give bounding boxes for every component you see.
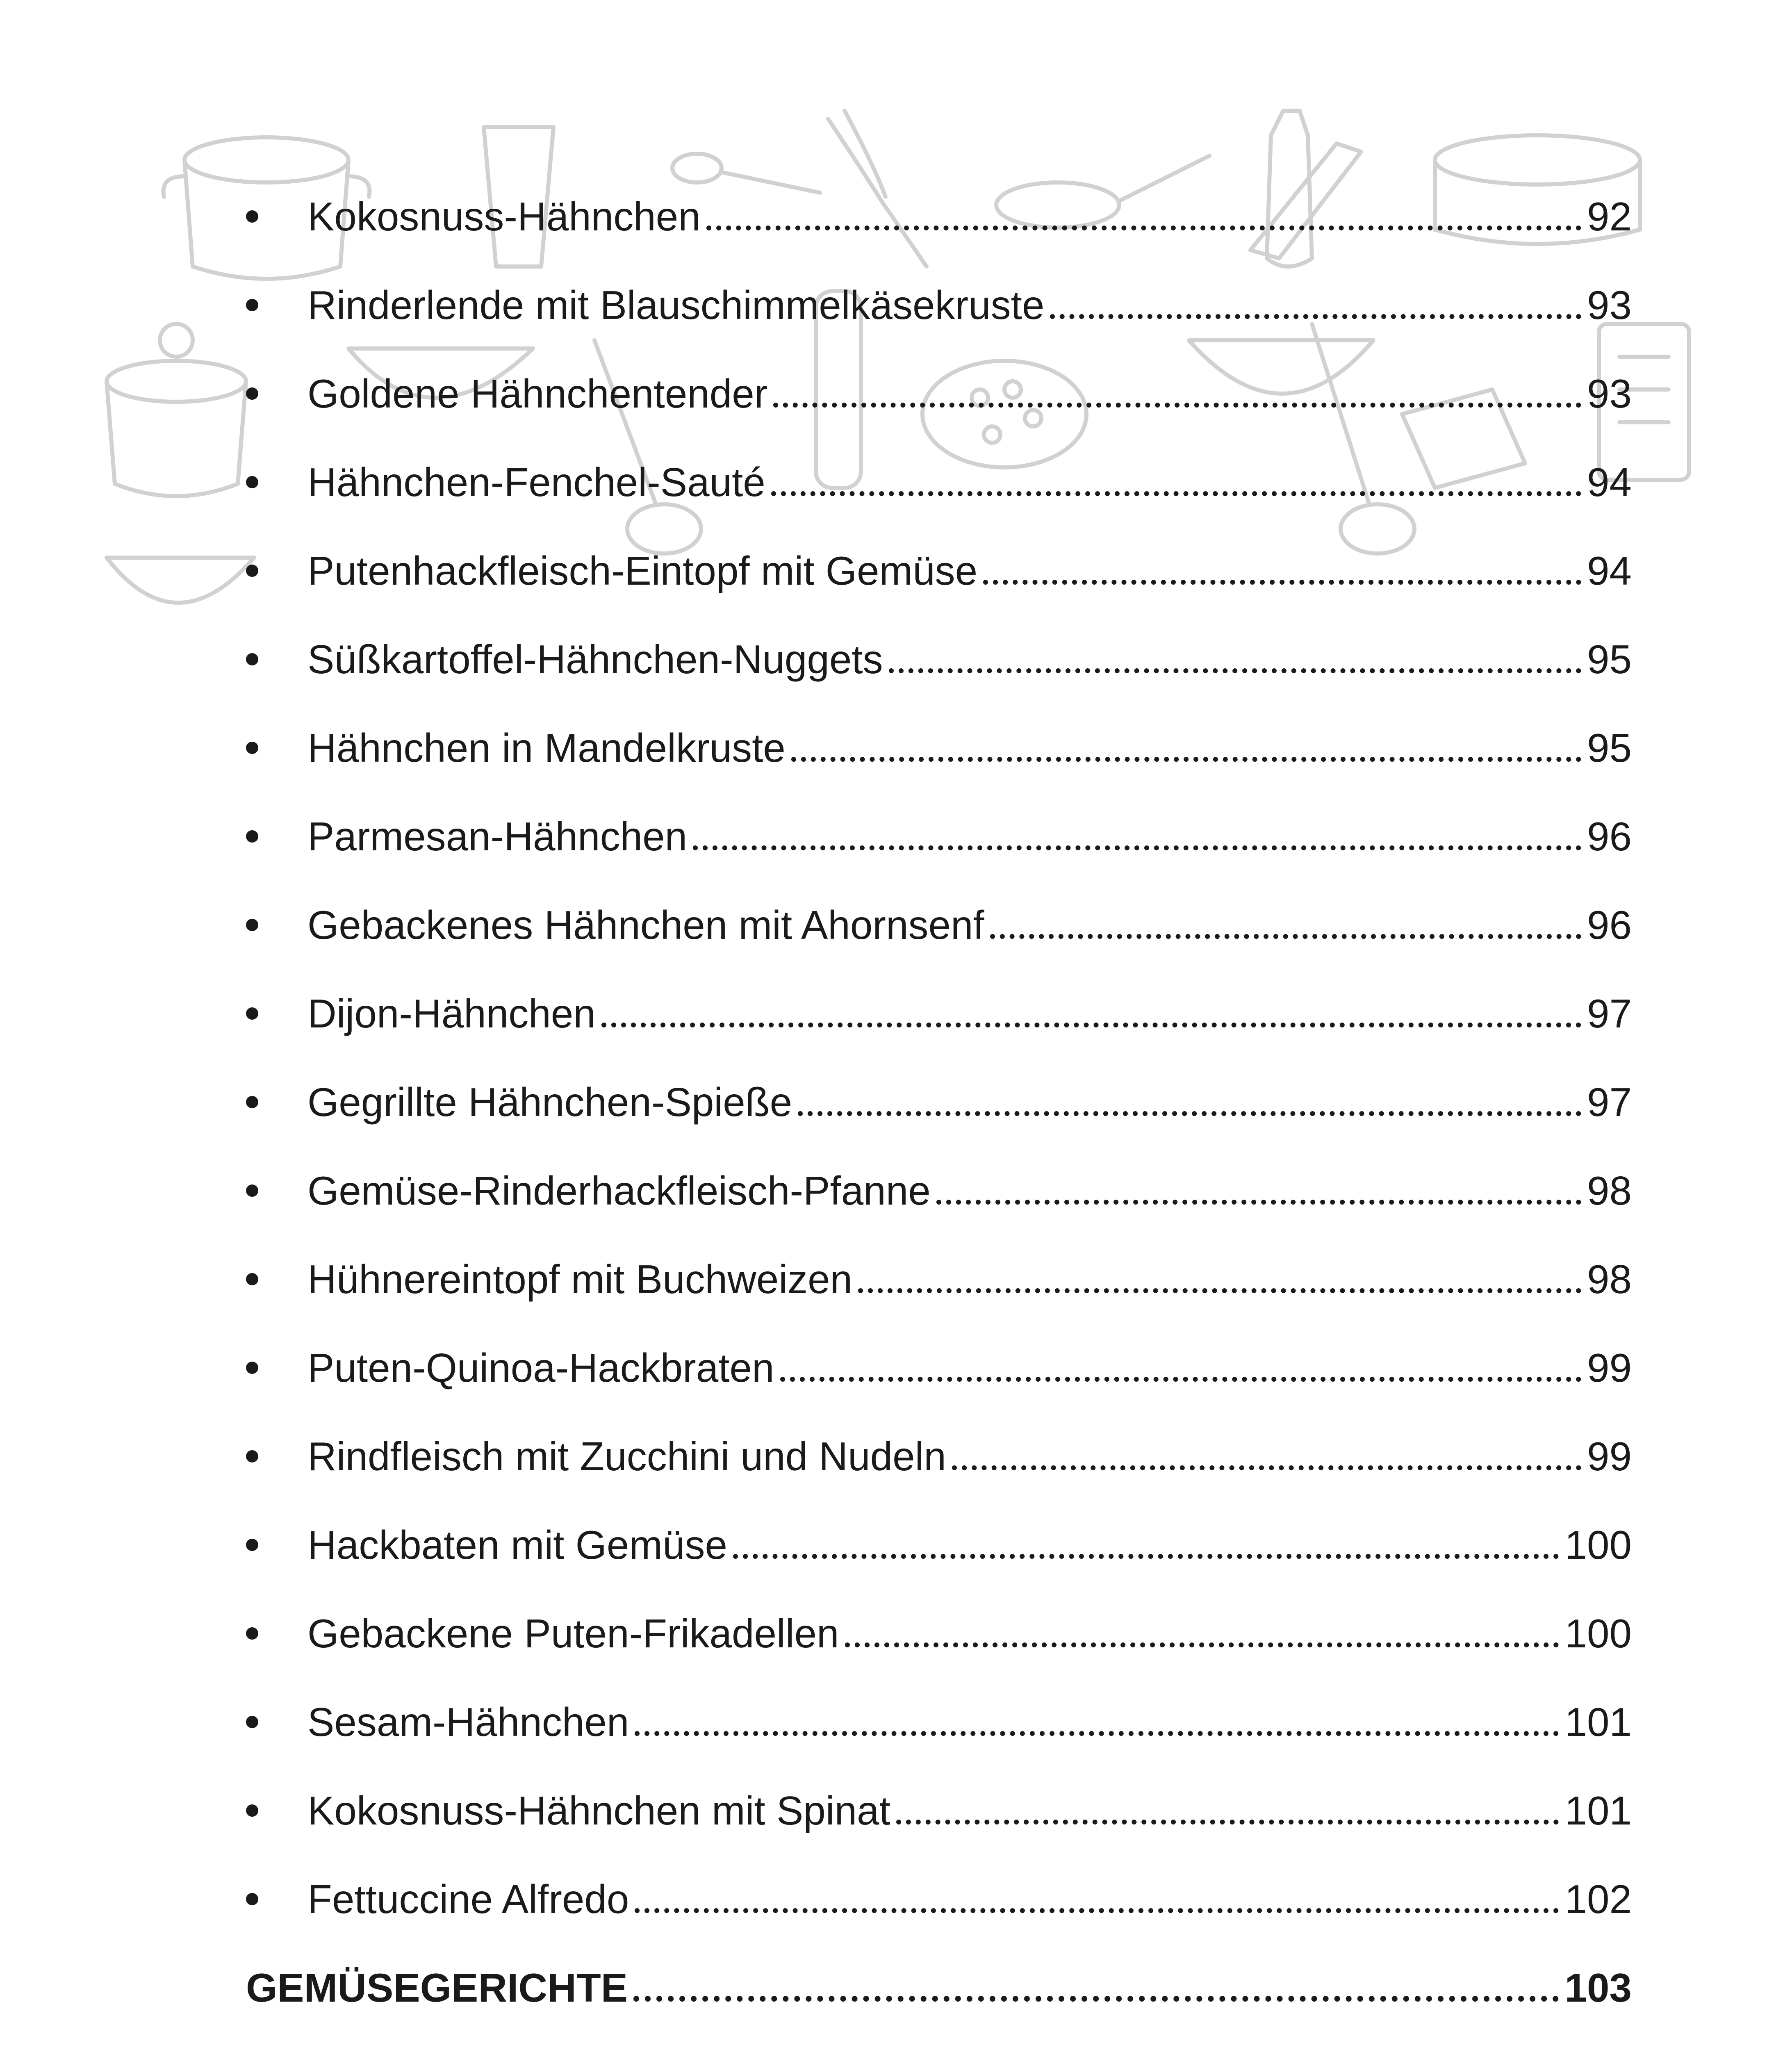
toc-page-number: 95 — [1587, 725, 1632, 770]
toc-entry-line — [307, 1080, 1632, 1125]
dot-leader — [845, 1642, 1559, 1647]
bullet-icon — [246, 1804, 258, 1817]
bullet-icon — [246, 1539, 258, 1551]
toc-entry-title: Hähnchen-Fenchel-Sauté — [307, 460, 765, 505]
toc-entry-line — [307, 1877, 1632, 1922]
bullet-icon — [246, 742, 258, 754]
toc-page-number: 103 — [1564, 1965, 1632, 2010]
toc-entry-line — [307, 993, 1632, 1034]
toc-entry-line — [307, 725, 1632, 770]
bullet-icon — [246, 565, 258, 577]
dot-leader — [780, 1377, 1581, 1382]
toc-entry[interactable] — [230, 881, 1632, 969]
dot-leader — [633, 1996, 1559, 2002]
toc-entry-title: Fettuccine Alfredo — [307, 1877, 629, 1922]
dot-leader — [952, 1465, 1581, 1470]
table-of-contents — [230, 172, 1632, 2050]
dot-leader — [889, 668, 1581, 673]
toc-entry-line — [307, 1699, 1632, 1745]
toc-page-number: 101 — [1564, 1788, 1632, 1833]
bullet-icon — [246, 1007, 258, 1020]
toc-entry[interactable] — [230, 1412, 1632, 1501]
bullet-icon — [246, 210, 258, 223]
toc-entry-line — [307, 1257, 1632, 1302]
toc-page-number: 102 — [1564, 1877, 1632, 1922]
toc-entry-line — [307, 814, 1632, 859]
toc-entry-line — [307, 1613, 1632, 1654]
toc-entry[interactable] — [230, 172, 1632, 261]
toc-entry[interactable] — [230, 261, 1632, 349]
toc-entry[interactable] — [230, 1589, 1632, 1678]
toc-entry-line — [307, 1522, 1632, 1567]
bullet-icon — [246, 387, 258, 400]
bullet-icon — [246, 1716, 258, 1728]
toc-entry-title: Hackbaten mit Gemüse — [307, 1522, 727, 1567]
bullet-icon — [246, 1096, 258, 1108]
dot-leader — [798, 1111, 1581, 1116]
toc-entry[interactable] — [230, 792, 1632, 881]
toc-entry-title: Rindfleisch mit Zucchini und Nudeln — [307, 1434, 946, 1479]
toc-entry[interactable] — [230, 1146, 1632, 1235]
dot-leader — [773, 403, 1581, 408]
toc-entry[interactable] — [230, 1323, 1632, 1412]
toc-page-number: 97 — [1587, 991, 1632, 1036]
toc-entry[interactable] — [230, 969, 1632, 1058]
toc-page-number: 93 — [1587, 282, 1632, 328]
dot-leader — [791, 757, 1581, 762]
toc-entry-title: Süßkartoffel-Hähnchen-Nuggets — [307, 637, 883, 682]
dot-leader — [635, 1908, 1559, 1913]
toc-page-number: 93 — [1587, 371, 1632, 416]
bullet-icon — [246, 1362, 258, 1374]
toc-entry-line — [307, 1345, 1632, 1390]
toc-entry-title: Gebackenes Hähnchen mit Ahornsenf — [307, 902, 984, 948]
toc-entry-line — [307, 1790, 1632, 1831]
toc-page-number: 97 — [1587, 1080, 1632, 1125]
toc-entry-line — [307, 460, 1632, 505]
toc-entry-title: Parmesan-Hähnchen — [307, 814, 688, 859]
bullet-icon — [246, 653, 258, 665]
toc-entry[interactable] — [230, 1766, 1632, 1855]
toc-page-number: 99 — [1587, 1345, 1632, 1390]
dot-leader — [1050, 314, 1581, 319]
dot-leader — [858, 1288, 1581, 1293]
toc-entry-title: Putenhackfleisch-Eintopf mit Gemüse — [307, 548, 978, 593]
dot-leader — [693, 845, 1581, 850]
toc-entry[interactable] — [230, 1855, 1632, 1943]
dot-leader — [990, 934, 1581, 939]
bullet-icon — [246, 476, 258, 488]
bullet-icon — [246, 299, 258, 311]
toc-entry-title: Gebackene Puten-Frikadellen — [307, 1611, 839, 1656]
toc-page-number: 101 — [1564, 1699, 1632, 1745]
bullet-icon — [246, 919, 258, 931]
toc-entry[interactable] — [230, 704, 1632, 792]
toc-entry-title: Sesam-Hähnchen — [307, 1699, 629, 1745]
toc-page-number: 98 — [1587, 1257, 1632, 1302]
bullet-icon — [246, 1184, 258, 1197]
toc-entry-title: Hühnereintopf mit Buchweizen — [307, 1257, 853, 1302]
toc-page-number: 94 — [1587, 460, 1632, 505]
toc-entry-line — [307, 1168, 1632, 1213]
toc-page-number: 95 — [1587, 637, 1632, 682]
toc-entry-title: Kokosnuss-Hähnchen — [307, 194, 701, 239]
toc-entry[interactable] — [230, 2032, 1632, 2050]
toc-entry-title: Gegrillte Hähnchen-Spieße — [307, 1080, 792, 1125]
toc-entry-title: Gemüse-Rinderhackfleisch-Pfanne — [307, 1168, 931, 1213]
bullet-icon — [246, 830, 258, 843]
toc-section-heading[interactable] — [230, 1943, 1632, 2032]
toc-entry-line — [307, 371, 1632, 416]
toc-page-number: 100 — [1564, 1611, 1632, 1656]
toc-page-number: 92 — [1587, 194, 1632, 239]
toc-page-number: 98 — [1587, 1168, 1632, 1213]
toc-entry-line — [307, 282, 1632, 328]
toc-entry[interactable] — [230, 1678, 1632, 1766]
toc-page-number: 96 — [1587, 814, 1632, 859]
toc-entry[interactable] — [230, 1235, 1632, 1323]
bullet-icon — [246, 1273, 258, 1285]
bullet-icon — [246, 1627, 258, 1640]
toc-entry-line — [307, 902, 1632, 948]
toc-entry-title: Kokosnuss-Hähnchen mit Spinat — [307, 1788, 890, 1833]
dot-leader — [706, 226, 1581, 230]
toc-entry[interactable] — [230, 1058, 1632, 1146]
dot-leader — [771, 491, 1581, 496]
dot-leader — [635, 1731, 1559, 1736]
toc-page-number: 99 — [1587, 1434, 1632, 1479]
toc-entry[interactable] — [230, 438, 1632, 526]
toc-entry-line — [307, 637, 1632, 682]
toc-entry[interactable] — [230, 526, 1632, 615]
toc-entry[interactable] — [230, 1501, 1632, 1589]
toc-entry[interactable] — [230, 615, 1632, 704]
bullet-icon — [246, 1893, 258, 1905]
toc-page-number: 100 — [1564, 1522, 1632, 1567]
toc-entry-title: Dijon-Hähnchen — [307, 991, 596, 1036]
bullet-icon — [246, 1450, 258, 1462]
toc-entry[interactable] — [230, 349, 1632, 438]
toc-entry-line — [307, 196, 1632, 237]
dot-leader — [936, 1200, 1581, 1205]
toc-entry-line — [307, 548, 1632, 593]
toc-entry-line — [307, 1434, 1632, 1479]
dot-leader — [983, 580, 1581, 585]
pot-icon — [107, 324, 246, 496]
toc-entry-title: Rinderlende mit Blauschimmelkäsekruste — [307, 282, 1045, 328]
toc-entry-line — [246, 1965, 1632, 2010]
dot-leader — [601, 1023, 1581, 1027]
toc-entry-title: Hähnchen in Mandelkruste — [307, 725, 786, 770]
toc-page-number: 94 — [1587, 548, 1632, 593]
dot-leader — [896, 1820, 1559, 1824]
toc-page-number: 96 — [1587, 902, 1632, 948]
dot-leader — [733, 1554, 1559, 1559]
toc-entry-title: Goldene Hähnchentender — [307, 371, 768, 416]
toc-entry-title: Puten-Quinoa-Hackbraten — [307, 1345, 774, 1390]
toc-entry-title: GEMÜSEGERICHTE — [246, 1965, 628, 2010]
